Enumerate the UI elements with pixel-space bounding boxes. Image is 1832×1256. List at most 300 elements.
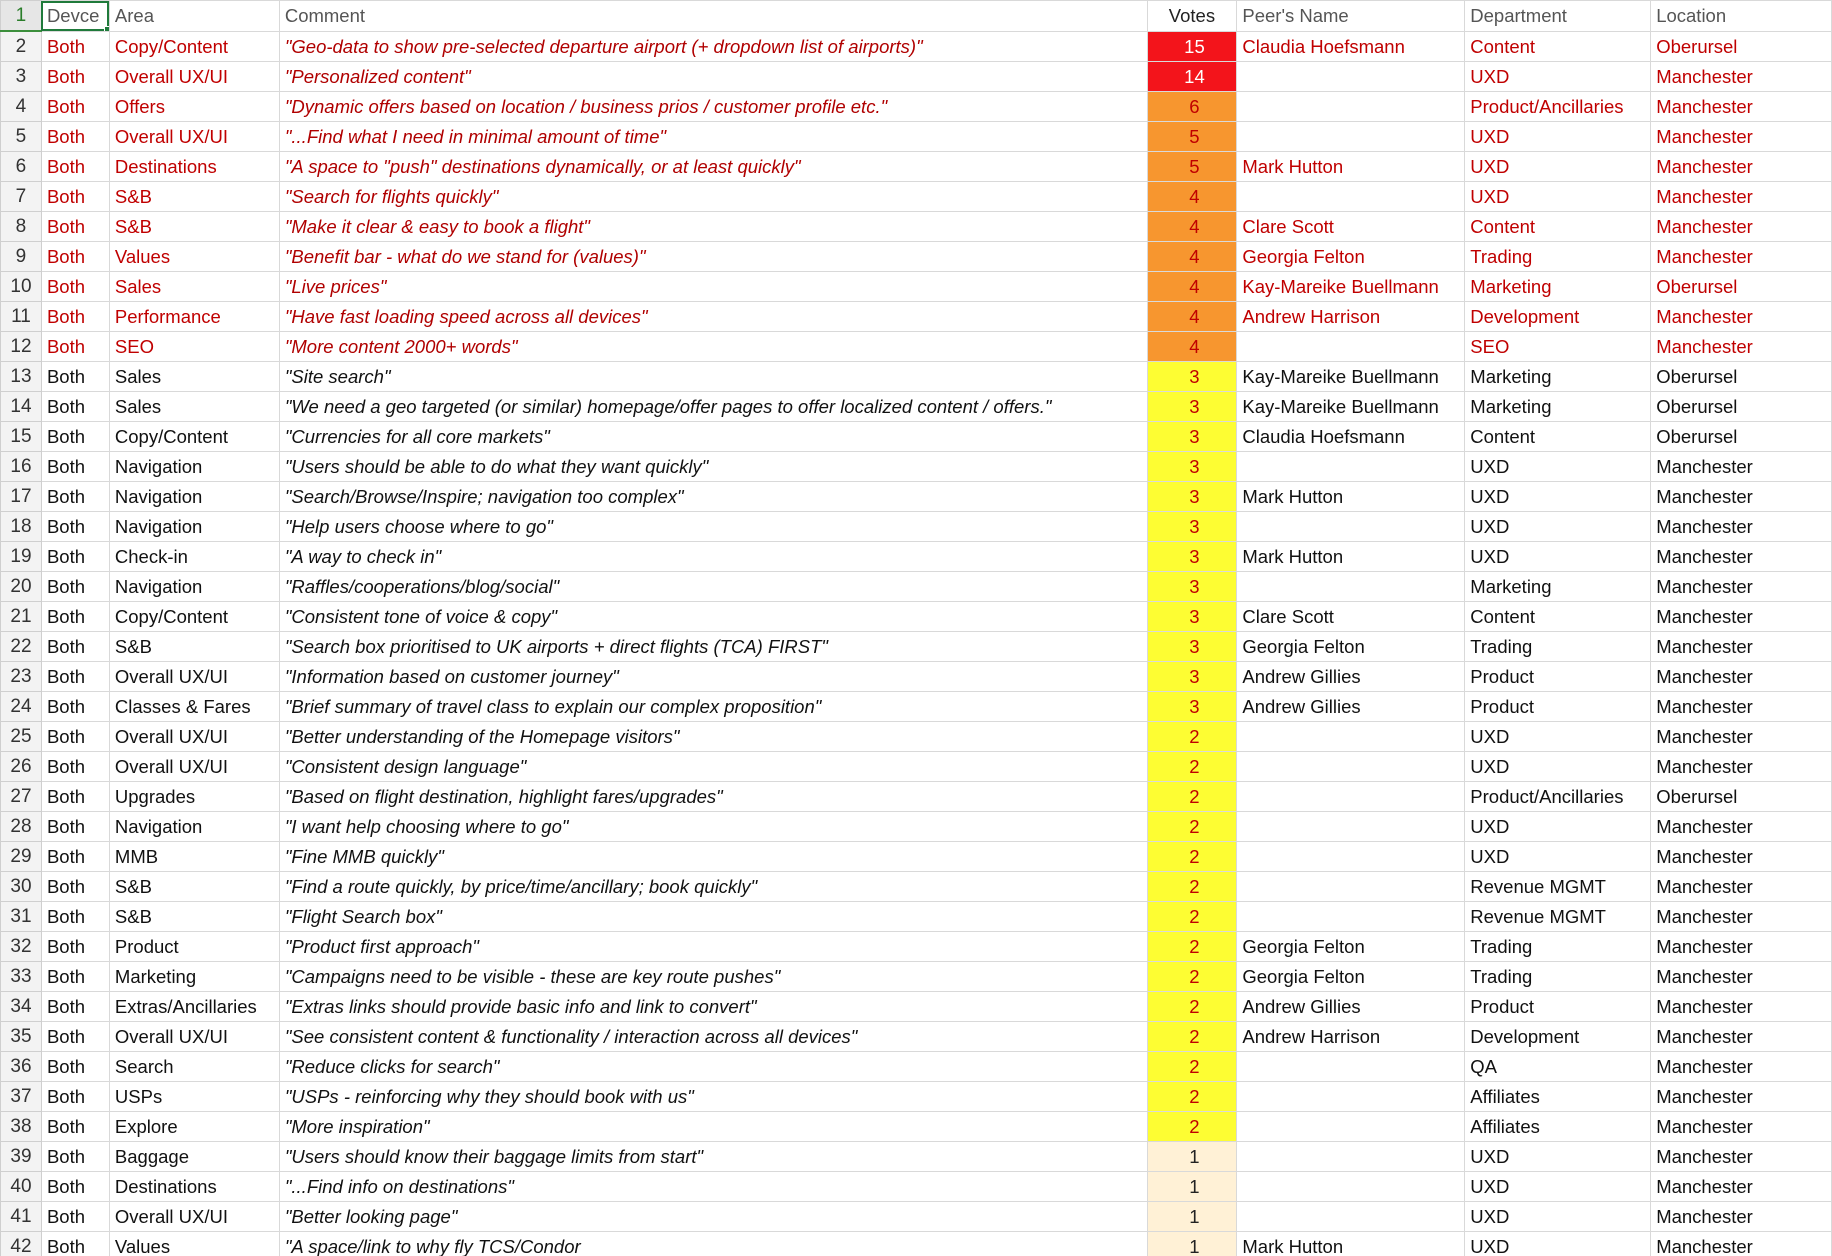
device-cell[interactable]: Both	[41, 572, 109, 602]
area-cell[interactable]: SEO	[109, 332, 279, 362]
peer-name-cell[interactable]	[1237, 902, 1465, 932]
device-cell[interactable]: Both	[41, 782, 109, 812]
votes-cell[interactable]: 2	[1147, 1052, 1237, 1082]
votes-cell[interactable]: 3	[1147, 632, 1237, 662]
peer-name-cell[interactable]	[1237, 512, 1465, 542]
row-number[interactable]: 6	[1, 152, 42, 182]
device-cell[interactable]: Both	[41, 152, 109, 182]
location-cell[interactable]: Manchester	[1651, 632, 1832, 662]
votes-cell[interactable]: 1	[1147, 1142, 1237, 1172]
votes-cell[interactable]: 4	[1147, 332, 1237, 362]
votes-cell[interactable]: 1	[1147, 1202, 1237, 1232]
votes-cell[interactable]: 2	[1147, 812, 1237, 842]
column-header-peer-name[interactable]: Peer's Name	[1237, 1, 1465, 32]
peer-name-cell[interactable]: Kay-Mareike Buellmann	[1237, 272, 1465, 302]
peer-name-cell[interactable]	[1237, 452, 1465, 482]
department-cell[interactable]: Product/Ancillaries	[1465, 782, 1651, 812]
area-cell[interactable]: MMB	[109, 842, 279, 872]
votes-cell[interactable]: 3	[1147, 542, 1237, 572]
department-cell[interactable]: UXD	[1465, 62, 1651, 92]
area-cell[interactable]: Copy/Content	[109, 31, 279, 62]
peer-name-cell[interactable]	[1237, 182, 1465, 212]
comment-cell[interactable]: "Users should know their baggage limits from start"	[279, 1142, 1147, 1172]
device-cell[interactable]: Both	[41, 542, 109, 572]
area-cell[interactable]: Upgrades	[109, 782, 279, 812]
department-cell[interactable]: Trading	[1465, 632, 1651, 662]
row-number[interactable]: 33	[1, 962, 42, 992]
row-number[interactable]: 25	[1, 722, 42, 752]
peer-name-cell[interactable]: Andrew Harrison	[1237, 1022, 1465, 1052]
department-cell[interactable]: Marketing	[1465, 572, 1651, 602]
department-cell[interactable]: Development	[1465, 1022, 1651, 1052]
comment-cell[interactable]: "Extras links should provide basic info and link to convert"	[279, 992, 1147, 1022]
comment-cell[interactable]: "Help users choose where to go"	[279, 512, 1147, 542]
department-cell[interactable]: QA	[1465, 1052, 1651, 1082]
location-cell[interactable]: Manchester	[1651, 302, 1832, 332]
location-cell[interactable]: Manchester	[1651, 122, 1832, 152]
votes-cell[interactable]: 2	[1147, 902, 1237, 932]
department-cell[interactable]: UXD	[1465, 182, 1651, 212]
peer-name-cell[interactable]	[1237, 752, 1465, 782]
comment-cell[interactable]: "USPs - reinforcing why they should book with us"	[279, 1082, 1147, 1112]
device-cell[interactable]: Both	[41, 722, 109, 752]
votes-cell[interactable]: 4	[1147, 302, 1237, 332]
comment-cell[interactable]: "I want help choosing where to go"	[279, 812, 1147, 842]
area-cell[interactable]: Overall UX/UI	[109, 722, 279, 752]
comment-cell[interactable]: "Geo-data to show pre-selected departure airport (+ dropdown list of airports)"	[279, 31, 1147, 62]
votes-cell[interactable]: 3	[1147, 452, 1237, 482]
comment-cell[interactable]: "Site search"	[279, 362, 1147, 392]
department-cell[interactable]: UXD	[1465, 722, 1651, 752]
device-cell[interactable]: Both	[41, 902, 109, 932]
peer-name-cell[interactable]: Kay-Mareike Buellmann	[1237, 392, 1465, 422]
location-cell[interactable]: Manchester	[1651, 842, 1832, 872]
department-cell[interactable]: Affiliates	[1465, 1112, 1651, 1142]
department-cell[interactable]: Product/Ancillaries	[1465, 92, 1651, 122]
location-cell[interactable]: Manchester	[1651, 932, 1832, 962]
department-cell[interactable]: Trading	[1465, 242, 1651, 272]
votes-cell[interactable]: 5	[1147, 152, 1237, 182]
area-cell[interactable]: Baggage	[109, 1142, 279, 1172]
area-cell[interactable]: S&B	[109, 872, 279, 902]
peer-name-cell[interactable]: Georgia Felton	[1237, 932, 1465, 962]
department-cell[interactable]: Product	[1465, 692, 1651, 722]
location-cell[interactable]: Manchester	[1651, 1052, 1832, 1082]
area-cell[interactable]: Overall UX/UI	[109, 1202, 279, 1232]
department-cell[interactable]: UXD	[1465, 812, 1651, 842]
location-cell[interactable]: Manchester	[1651, 512, 1832, 542]
votes-cell[interactable]: 2	[1147, 992, 1237, 1022]
location-cell[interactable]: Manchester	[1651, 92, 1832, 122]
peer-name-cell[interactable]	[1237, 1082, 1465, 1112]
department-cell[interactable]: Content	[1465, 212, 1651, 242]
peer-name-cell[interactable]: Georgia Felton	[1237, 962, 1465, 992]
row-number[interactable]: 5	[1, 122, 42, 152]
area-cell[interactable]: USPs	[109, 1082, 279, 1112]
area-cell[interactable]: Navigation	[109, 572, 279, 602]
area-cell[interactable]: S&B	[109, 902, 279, 932]
device-cell[interactable]: Both	[41, 182, 109, 212]
votes-cell[interactable]: 1	[1147, 1232, 1237, 1256]
peer-name-cell[interactable]: Claudia Hoefsmann	[1237, 422, 1465, 452]
device-cell[interactable]: Both	[41, 422, 109, 452]
row-number[interactable]: 9	[1, 242, 42, 272]
department-cell[interactable]: Development	[1465, 302, 1651, 332]
row-number[interactable]: 7	[1, 182, 42, 212]
peer-name-cell[interactable]: Claudia Hoefsmann	[1237, 31, 1465, 62]
votes-cell[interactable]: 2	[1147, 1082, 1237, 1112]
device-cell[interactable]: Both	[41, 602, 109, 632]
location-cell[interactable]: Manchester	[1651, 572, 1832, 602]
column-header-department[interactable]: Department	[1465, 1, 1651, 32]
location-cell[interactable]: Manchester	[1651, 152, 1832, 182]
row-number[interactable]: 41	[1, 1202, 42, 1232]
votes-cell[interactable]: 3	[1147, 602, 1237, 632]
device-cell[interactable]: Both	[41, 932, 109, 962]
device-cell[interactable]: Both	[41, 212, 109, 242]
device-cell[interactable]: Both	[41, 812, 109, 842]
votes-cell[interactable]: 15	[1147, 31, 1237, 62]
comment-cell[interactable]: "...Find what I need in minimal amount of time"	[279, 122, 1147, 152]
device-cell[interactable]: Both	[41, 1232, 109, 1256]
comment-cell[interactable]: "A way to check in"	[279, 542, 1147, 572]
device-cell[interactable]: Both	[41, 1082, 109, 1112]
votes-cell[interactable]: 3	[1147, 422, 1237, 452]
peer-name-cell[interactable]	[1237, 1172, 1465, 1202]
department-cell[interactable]: UXD	[1465, 1232, 1651, 1256]
device-cell[interactable]: Both	[41, 992, 109, 1022]
row-number[interactable]: 13	[1, 362, 42, 392]
row-number[interactable]: 12	[1, 332, 42, 362]
location-cell[interactable]: Manchester	[1651, 242, 1832, 272]
device-cell[interactable]: Both	[41, 872, 109, 902]
area-cell[interactable]: Check-in	[109, 542, 279, 572]
comment-cell[interactable]: "Find a route quickly, by price/time/ancillary; book quickly"	[279, 872, 1147, 902]
device-cell[interactable]: Both	[41, 692, 109, 722]
location-cell[interactable]: Manchester	[1651, 722, 1832, 752]
column-header-location[interactable]: Location	[1651, 1, 1832, 32]
peer-name-cell[interactable]: Andrew Harrison	[1237, 302, 1465, 332]
peer-name-cell[interactable]	[1237, 782, 1465, 812]
peer-name-cell[interactable]	[1237, 1142, 1465, 1172]
row-number[interactable]: 30	[1, 872, 42, 902]
department-cell[interactable]: UXD	[1465, 752, 1651, 782]
comment-cell[interactable]: "Based on flight destination, highlight fares/upgrades"	[279, 782, 1147, 812]
column-header-area[interactable]: Area	[109, 1, 279, 32]
device-cell[interactable]: Both	[41, 62, 109, 92]
location-cell[interactable]: Manchester	[1651, 1232, 1832, 1256]
area-cell[interactable]: Overall UX/UI	[109, 122, 279, 152]
votes-cell[interactable]: 5	[1147, 122, 1237, 152]
peer-name-cell[interactable]	[1237, 572, 1465, 602]
area-cell[interactable]: Overall UX/UI	[109, 62, 279, 92]
row-number[interactable]: 3	[1, 62, 42, 92]
row-number[interactable]: 10	[1, 272, 42, 302]
row-number[interactable]: 11	[1, 302, 42, 332]
row-number[interactable]: 39	[1, 1142, 42, 1172]
comment-cell[interactable]: "Dynamic offers based on location / business prios / customer profile etc."	[279, 92, 1147, 122]
department-cell[interactable]: Marketing	[1465, 392, 1651, 422]
location-cell[interactable]: Oberursel	[1651, 392, 1832, 422]
comment-cell[interactable]: "More content 2000+ words"	[279, 332, 1147, 362]
votes-cell[interactable]: 2	[1147, 782, 1237, 812]
area-cell[interactable]: Destinations	[109, 152, 279, 182]
device-cell[interactable]: Both	[41, 752, 109, 782]
row-number[interactable]: 20	[1, 572, 42, 602]
department-cell[interactable]: UXD	[1465, 482, 1651, 512]
comment-cell[interactable]: "Search for flights quickly"	[279, 182, 1147, 212]
location-cell[interactable]: Oberursel	[1651, 362, 1832, 392]
row-number[interactable]: 35	[1, 1022, 42, 1052]
area-cell[interactable]: Classes & Fares	[109, 692, 279, 722]
comment-cell[interactable]: "Campaigns need to be visible - these are key route pushes"	[279, 962, 1147, 992]
row-number[interactable]: 31	[1, 902, 42, 932]
comment-cell[interactable]: "Information based on customer journey"	[279, 662, 1147, 692]
peer-name-cell[interactable]	[1237, 332, 1465, 362]
peer-name-cell[interactable]: Georgia Felton	[1237, 242, 1465, 272]
peer-name-cell[interactable]: Georgia Felton	[1237, 632, 1465, 662]
device-cell[interactable]: Both	[41, 482, 109, 512]
area-cell[interactable]: Values	[109, 1232, 279, 1256]
department-cell[interactable]: Affiliates	[1465, 1082, 1651, 1112]
department-cell[interactable]: Content	[1465, 31, 1651, 62]
area-cell[interactable]: Overall UX/UI	[109, 752, 279, 782]
location-cell[interactable]: Manchester	[1651, 992, 1832, 1022]
area-cell[interactable]: Explore	[109, 1112, 279, 1142]
comment-cell[interactable]: "Personalized content"	[279, 62, 1147, 92]
area-cell[interactable]: Sales	[109, 272, 279, 302]
device-cell[interactable]: Both	[41, 452, 109, 482]
location-cell[interactable]: Manchester	[1651, 752, 1832, 782]
device-cell[interactable]: Both	[41, 632, 109, 662]
votes-cell[interactable]: 6	[1147, 92, 1237, 122]
row-number[interactable]: 34	[1, 992, 42, 1022]
votes-cell[interactable]: 2	[1147, 752, 1237, 782]
peer-name-cell[interactable]	[1237, 812, 1465, 842]
location-cell[interactable]: Manchester	[1651, 1082, 1832, 1112]
device-cell[interactable]: Both	[41, 332, 109, 362]
votes-cell[interactable]: 4	[1147, 212, 1237, 242]
row-number[interactable]: 36	[1, 1052, 42, 1082]
area-cell[interactable]: Sales	[109, 362, 279, 392]
peer-name-cell[interactable]	[1237, 1202, 1465, 1232]
votes-cell[interactable]: 2	[1147, 962, 1237, 992]
comment-cell[interactable]: "Flight Search box"	[279, 902, 1147, 932]
peer-name-cell[interactable]	[1237, 92, 1465, 122]
area-cell[interactable]: Navigation	[109, 482, 279, 512]
location-cell[interactable]: Manchester	[1651, 62, 1832, 92]
department-cell[interactable]: UXD	[1465, 842, 1651, 872]
location-cell[interactable]: Manchester	[1651, 962, 1832, 992]
device-cell[interactable]: Both	[41, 662, 109, 692]
row-number[interactable]: 16	[1, 452, 42, 482]
area-cell[interactable]: Search	[109, 1052, 279, 1082]
votes-cell[interactable]: 1	[1147, 1172, 1237, 1202]
row-number[interactable]: 2	[1, 31, 42, 62]
comment-cell[interactable]: "Consistent tone of voice & copy"	[279, 602, 1147, 632]
location-cell[interactable]: Manchester	[1651, 182, 1832, 212]
row-number[interactable]: 17	[1, 482, 42, 512]
department-cell[interactable]: Revenue MGMT	[1465, 872, 1651, 902]
peer-name-cell[interactable]	[1237, 842, 1465, 872]
device-cell[interactable]: Both	[41, 392, 109, 422]
department-cell[interactable]: Product	[1465, 662, 1651, 692]
peer-name-cell[interactable]: Clare Scott	[1237, 212, 1465, 242]
area-cell[interactable]: Marketing	[109, 962, 279, 992]
comment-cell[interactable]: "Product first approach"	[279, 932, 1147, 962]
row-number[interactable]: 28	[1, 812, 42, 842]
row-number[interactable]: 24	[1, 692, 42, 722]
row-number[interactable]: 19	[1, 542, 42, 572]
location-cell[interactable]: Manchester	[1651, 812, 1832, 842]
department-cell[interactable]: UXD	[1465, 1142, 1651, 1172]
location-cell[interactable]: Manchester	[1651, 1172, 1832, 1202]
comment-cell[interactable]: "Currencies for all core markets"	[279, 422, 1147, 452]
row-number[interactable]: 23	[1, 662, 42, 692]
comment-cell[interactable]: "A space to "push" destinations dynamically, or at least quickly"	[279, 152, 1147, 182]
location-cell[interactable]: Manchester	[1651, 902, 1832, 932]
location-cell[interactable]: Oberursel	[1651, 782, 1832, 812]
device-cell[interactable]: Both	[41, 1172, 109, 1202]
row-number[interactable]: 14	[1, 392, 42, 422]
peer-name-cell[interactable]: Andrew Gillies	[1237, 662, 1465, 692]
device-cell[interactable]: Both	[41, 92, 109, 122]
peer-name-cell[interactable]: Andrew Gillies	[1237, 692, 1465, 722]
department-cell[interactable]: UXD	[1465, 152, 1651, 182]
comment-cell[interactable]: "Live prices"	[279, 272, 1147, 302]
comment-cell[interactable]: "Make it clear & easy to book a flight"	[279, 212, 1147, 242]
department-cell[interactable]: SEO	[1465, 332, 1651, 362]
votes-cell[interactable]: 3	[1147, 362, 1237, 392]
comment-cell[interactable]: "Search box prioritised to UK airports + direct flights (TCA) FIRST"	[279, 632, 1147, 662]
department-cell[interactable]: UXD	[1465, 1202, 1651, 1232]
votes-cell[interactable]: 2	[1147, 1112, 1237, 1142]
department-cell[interactable]: Product	[1465, 992, 1651, 1022]
peer-name-cell[interactable]: Mark Hutton	[1237, 482, 1465, 512]
votes-cell[interactable]: 3	[1147, 692, 1237, 722]
comment-cell[interactable]: "Brief summary of travel class to explain our complex proposition"	[279, 692, 1147, 722]
device-cell[interactable]: Both	[41, 842, 109, 872]
row-number[interactable]: 21	[1, 602, 42, 632]
device-cell[interactable]: Both	[41, 962, 109, 992]
votes-cell[interactable]: 3	[1147, 392, 1237, 422]
location-cell[interactable]: Manchester	[1651, 1022, 1832, 1052]
votes-cell[interactable]: 2	[1147, 1022, 1237, 1052]
column-header-votes[interactable]: Votes	[1147, 1, 1237, 32]
area-cell[interactable]: Navigation	[109, 512, 279, 542]
peer-name-cell[interactable]: Mark Hutton	[1237, 1232, 1465, 1256]
device-cell[interactable]: Both	[41, 242, 109, 272]
location-cell[interactable]: Manchester	[1651, 602, 1832, 632]
department-cell[interactable]: UXD	[1465, 512, 1651, 542]
location-cell[interactable]: Manchester	[1651, 1142, 1832, 1172]
votes-cell[interactable]: 4	[1147, 242, 1237, 272]
area-cell[interactable]: Navigation	[109, 812, 279, 842]
peer-name-cell[interactable]	[1237, 122, 1465, 152]
comment-cell[interactable]: "Raffles/cooperations/blog/social"	[279, 572, 1147, 602]
comment-cell[interactable]: "...Find info on destinations"	[279, 1172, 1147, 1202]
row-number[interactable]: 4	[1, 92, 42, 122]
location-cell[interactable]: Oberursel	[1651, 31, 1832, 62]
peer-name-cell[interactable]: Mark Hutton	[1237, 542, 1465, 572]
location-cell[interactable]: Manchester	[1651, 872, 1832, 902]
peer-name-cell[interactable]	[1237, 722, 1465, 752]
comment-cell[interactable]: "Better understanding of the Homepage visitors"	[279, 722, 1147, 752]
department-cell[interactable]: Trading	[1465, 962, 1651, 992]
comment-cell[interactable]: "More inspiration"	[279, 1112, 1147, 1142]
comment-cell[interactable]: "See consistent content & functionality / interaction across all devices"	[279, 1022, 1147, 1052]
device-cell[interactable]: Both	[41, 302, 109, 332]
area-cell[interactable]: Performance	[109, 302, 279, 332]
department-cell[interactable]: Marketing	[1465, 272, 1651, 302]
votes-cell[interactable]: 2	[1147, 932, 1237, 962]
area-cell[interactable]: Extras/Ancillaries	[109, 992, 279, 1022]
comment-cell[interactable]: "Search/Browse/Inspire; navigation too complex"	[279, 482, 1147, 512]
area-cell[interactable]: Copy/Content	[109, 602, 279, 632]
device-cell[interactable]: Both	[41, 362, 109, 392]
peer-name-cell[interactable]: Clare Scott	[1237, 602, 1465, 632]
comment-cell[interactable]: "Reduce clicks for search"	[279, 1052, 1147, 1082]
device-cell[interactable]: Both	[41, 272, 109, 302]
department-cell[interactable]: Revenue MGMT	[1465, 902, 1651, 932]
row-number[interactable]: 1	[1, 1, 42, 32]
votes-cell[interactable]: 3	[1147, 572, 1237, 602]
location-cell[interactable]: Oberursel	[1651, 272, 1832, 302]
location-cell[interactable]: Manchester	[1651, 1112, 1832, 1142]
votes-cell[interactable]: 4	[1147, 182, 1237, 212]
location-cell[interactable]: Manchester	[1651, 542, 1832, 572]
area-cell[interactable]: Values	[109, 242, 279, 272]
device-cell[interactable]: Both	[41, 31, 109, 62]
location-cell[interactable]: Oberursel	[1651, 422, 1832, 452]
comment-cell[interactable]: "Fine MMB quickly"	[279, 842, 1147, 872]
row-number[interactable]: 37	[1, 1082, 42, 1112]
row-number[interactable]: 27	[1, 782, 42, 812]
device-cell[interactable]: Both	[41, 1142, 109, 1172]
area-cell[interactable]: Offers	[109, 92, 279, 122]
department-cell[interactable]: Trading	[1465, 932, 1651, 962]
comment-cell[interactable]: "Benefit bar - what do we stand for (values)"	[279, 242, 1147, 272]
department-cell[interactable]: Marketing	[1465, 362, 1651, 392]
votes-cell[interactable]: 2	[1147, 722, 1237, 752]
department-cell[interactable]: Content	[1465, 422, 1651, 452]
device-cell[interactable]: Both	[41, 1202, 109, 1232]
area-cell[interactable]: Destinations	[109, 1172, 279, 1202]
peer-name-cell[interactable]	[1237, 1112, 1465, 1142]
votes-cell[interactable]: 3	[1147, 512, 1237, 542]
comment-cell[interactable]: "A space/link to why fly TCS/Condor	[279, 1232, 1147, 1256]
comment-cell[interactable]: "Better looking page"	[279, 1202, 1147, 1232]
location-cell[interactable]: Manchester	[1651, 332, 1832, 362]
row-number[interactable]: 26	[1, 752, 42, 782]
area-cell[interactable]: Product	[109, 932, 279, 962]
location-cell[interactable]: Manchester	[1651, 482, 1832, 512]
device-cell[interactable]: Both	[41, 512, 109, 542]
area-cell[interactable]: Copy/Content	[109, 422, 279, 452]
row-number[interactable]: 18	[1, 512, 42, 542]
department-cell[interactable]: UXD	[1465, 452, 1651, 482]
votes-cell[interactable]: 14	[1147, 62, 1237, 92]
comment-cell[interactable]: "Have fast loading speed across all devices"	[279, 302, 1147, 332]
device-cell[interactable]: Both	[41, 1022, 109, 1052]
row-number[interactable]: 32	[1, 932, 42, 962]
device-cell[interactable]: Both	[41, 1052, 109, 1082]
peer-name-cell[interactable]: Kay-Mareike Buellmann	[1237, 362, 1465, 392]
area-cell[interactable]: Overall UX/UI	[109, 662, 279, 692]
peer-name-cell[interactable]	[1237, 872, 1465, 902]
row-number[interactable]: 42	[1, 1232, 42, 1256]
row-number[interactable]: 38	[1, 1112, 42, 1142]
